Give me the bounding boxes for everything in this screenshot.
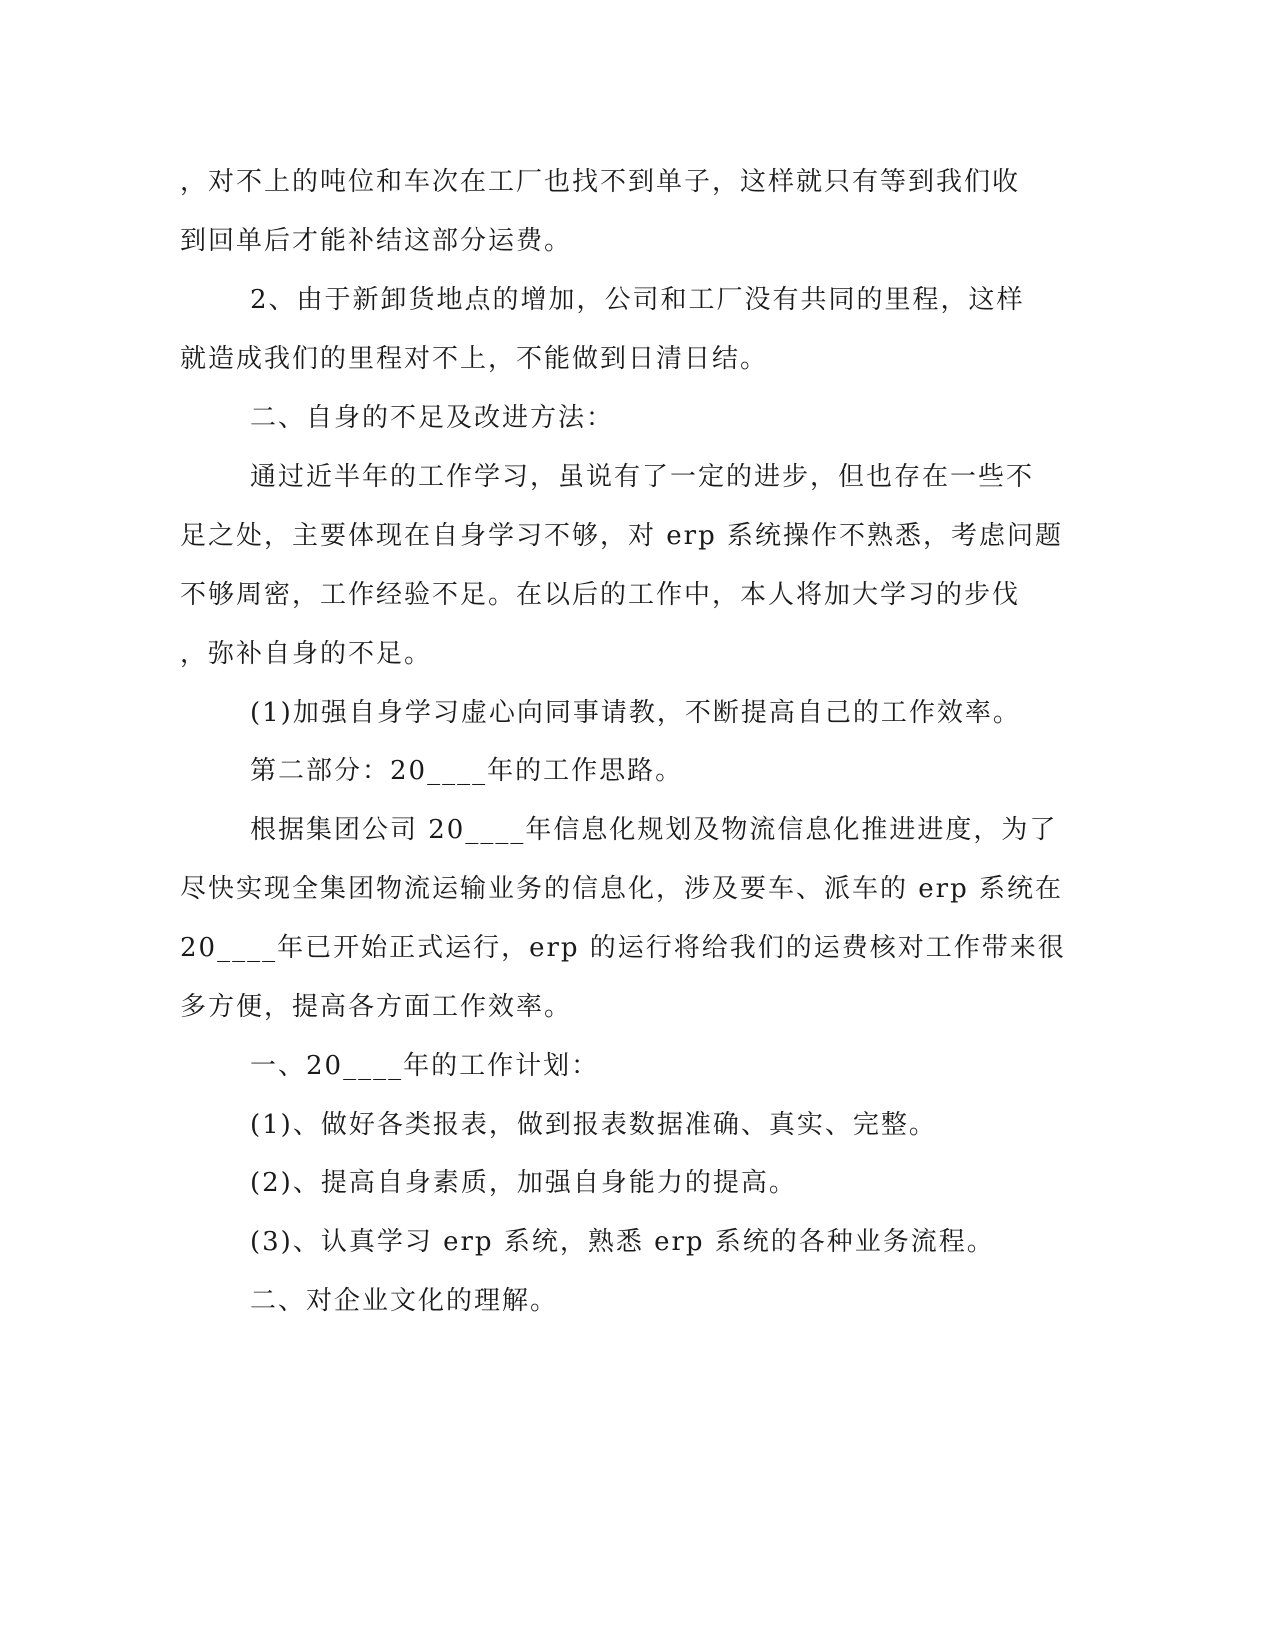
section-heading: 第二部分：20____年的工作思路。 xyxy=(250,756,684,786)
list-item: (1)加强自身学习虚心向同事请教，不断提高自己的工作效率。 xyxy=(250,698,1021,728)
paragraph-line: 通过近半年的工作学习，虽说有了一定的进步，但也存在一些不 xyxy=(250,462,1035,492)
list-item: (3)、认真学习 erp 系统，熟悉 erp 系统的各种业务流程。 xyxy=(250,1227,995,1257)
list-item: (2)、提高自身素质，加强自身能力的提高。 xyxy=(250,1168,797,1198)
list-item: (1)、做好各类报表，做到报表数据准确、真实、完整。 xyxy=(250,1110,937,1140)
paragraph-line: 不够周密，工作经验不足。在以后的工作中，本人将加大学习的步伐 xyxy=(180,580,1021,610)
paragraph-line: ，对不上的吨位和车次在工厂也找不到单子，这样就只有等到我们收 xyxy=(180,167,1021,197)
paragraph-line: 根据集团公司 20____年信息化规划及物流信息化推进进度，为了 xyxy=(250,815,1058,845)
section-heading: 二、自身的不足及改进方法： xyxy=(250,403,615,433)
paragraph-line: 多方便，提高各方面工作效率。 xyxy=(180,992,573,1022)
paragraph-line: 尽快实现全集团物流运输业务的信息化，涉及要车、派车的 erp 系统在 xyxy=(180,874,1063,904)
paragraph-line: 就造成我们的里程对不上，不能做到日清日结。 xyxy=(180,344,769,374)
section-heading: 二、对企业文化的理解。 xyxy=(250,1286,559,1316)
paragraph-line: ，弥补自身的不足。 xyxy=(180,639,433,669)
paragraph-line: 足之处，主要体现在自身学习不够，对 erp 系统操作不熟悉，考虑问题 xyxy=(180,521,1063,551)
section-heading: 一、20____年的工作计划： xyxy=(250,1051,600,1081)
paragraph-line: 2、由于新卸货地点的增加，公司和工厂没有共同的里程，这样 xyxy=(250,285,1025,315)
paragraph-line: 20____年已开始正式运行，erp 的运行将给我们的运费核对工作带来很 xyxy=(180,933,1066,963)
paragraph-line: 到回单后才能补结这部分运费。 xyxy=(180,226,573,256)
